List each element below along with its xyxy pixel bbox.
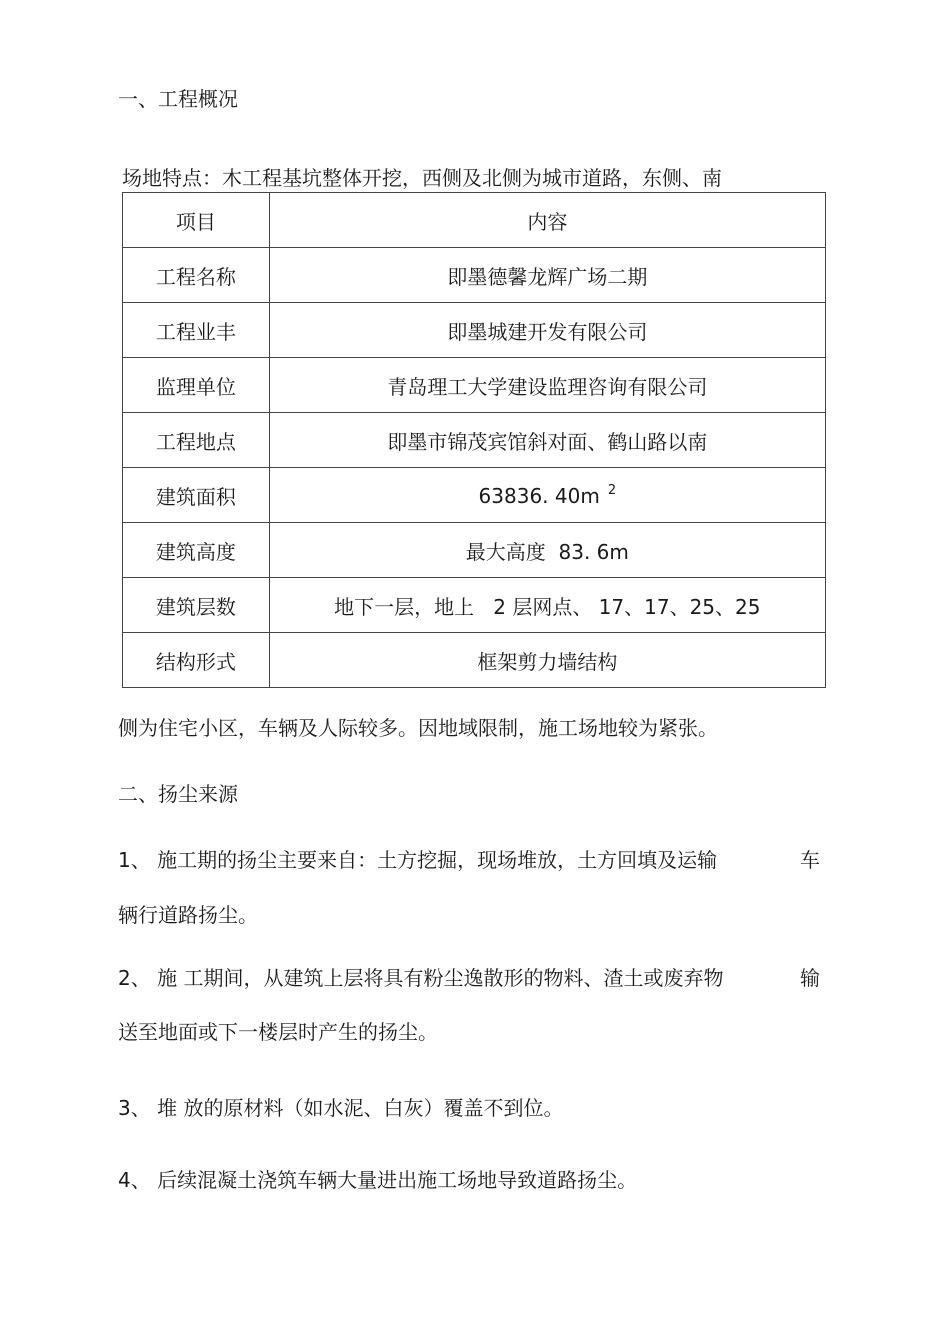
source-item-1-line1: 1、 施工期的扬尘主要来自：土方挖掘，现场堆放，土方回填及运输 [118,848,718,872]
row-label: 结构形式 [123,633,270,688]
table-row [123,523,826,578]
source-item-2-trail: 输 [800,966,820,990]
table-header-item: 项目 [123,193,270,248]
table-row [123,468,826,523]
source-item-3: 3、 堆 放的原材料（如水泥、白灰）覆盖不到位。 [118,1096,564,1120]
source-item-2-line1: 2、 施 工期间，从建筑上层将具有粉尘逸散形的物料、渣土或废弃物 [118,966,724,990]
row-label: 监理单位 [123,358,270,413]
row-label: 工程业丰 [123,303,270,358]
row-value: 框架剪力墙结构 [269,633,825,688]
source-item-1-trail: 车 [800,848,820,872]
table-row [123,413,826,468]
row-label: 建筑高度 [123,523,270,578]
table-row [123,578,826,633]
row-label: 建筑面积 [123,468,270,523]
row-value: 地下一层，地上 2 层网点、 17、17、25、25 [269,578,825,633]
row-label: 建筑层数 [123,578,270,633]
row-label: 工程名称 [123,248,270,303]
table-row [123,248,826,303]
section1-heading: 一、工程概况 [118,87,238,111]
row-value-area [269,468,825,523]
row-value: 即墨城建开发有限公司 [269,303,825,358]
area-value: 63836. 40m [478,483,600,508]
source-item-4: 4、 后续混凝土浇筑车辆大量进出施工场地导致道路扬尘。 [118,1168,638,1192]
row-value: 即墨德馨龙辉广场二期 [269,248,825,303]
table-row [123,358,826,413]
site-intro-text: 场地特点：木工程基坑整体开挖，西侧及北侧为城市道路，东侧、南 [122,166,722,190]
source-item-1-line2: 辆行道路扬尘。 [118,903,258,927]
row-value: 最大高度 83. 6m [269,523,825,578]
area-unit-superscript: 2 [607,482,617,498]
table-row [123,633,826,688]
section2-heading: 二、扬尘来源 [118,782,238,806]
row-value: 青岛理工大学建设监理咨询有限公司 [269,358,825,413]
source-item-2-line2: 送至地面或下一楼层时产生的扬尘。 [118,1020,438,1044]
table-header-row [123,193,826,248]
row-label: 工程地点 [123,413,270,468]
table-header-content: 内容 [269,193,825,248]
table-row [123,303,826,358]
project-info-table [122,192,826,688]
row-value: 即墨市锦茂宾馆斜对面、鹤山路以南 [269,413,825,468]
site-continued-text: 侧为住宅小区，车辆及人际较多。因地域限制，施工场地较为紧张。 [118,716,718,740]
